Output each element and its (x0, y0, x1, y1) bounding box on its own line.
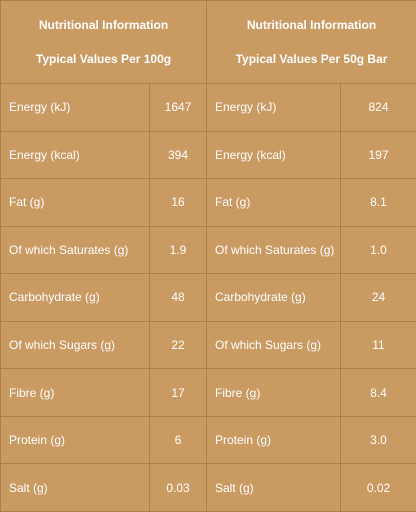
left-label: Fat (g) (1, 179, 150, 227)
table-row (1, 226, 416, 274)
right-header-title: Nutritional Information (246, 18, 377, 33)
right-value: 0.02 (341, 464, 416, 512)
left-value: 1.9 (150, 226, 207, 274)
right-label: Fat (g) (207, 179, 341, 227)
table-row (1, 321, 416, 369)
right-value: 3.0 (341, 416, 416, 464)
left-value: 6 (150, 416, 207, 464)
right-header-subtitle: Typical Values Per 50g Bar (235, 51, 388, 66)
table-row (1, 274, 416, 322)
right-value: 8.1 (341, 179, 416, 227)
table-row (1, 464, 416, 512)
right-value: 11 (341, 321, 416, 369)
left-label: Energy (kcal) (1, 131, 150, 179)
table-row (1, 84, 416, 132)
right-label: Energy (kJ) (207, 84, 341, 132)
right-value: 197 (341, 131, 416, 179)
right-label: Fibre (g) (207, 369, 341, 417)
table-row (1, 416, 416, 464)
right-label: Energy (kcal) (207, 131, 341, 179)
left-label: Energy (kJ) (1, 84, 150, 132)
left-header-title: Nutritional Information (38, 18, 169, 33)
right-value: 24 (341, 274, 416, 322)
left-header-subtitle: Typical Values Per 100g (35, 51, 172, 66)
left-value: 22 (150, 321, 207, 369)
left-value: 17 (150, 369, 207, 417)
right-label: Carbohydrate (g) (207, 274, 341, 322)
left-label: Carbohydrate (g) (1, 274, 150, 322)
right-label: Salt (g) (207, 464, 341, 512)
left-value: 48 (150, 274, 207, 322)
left-label: Protein (g) (1, 416, 150, 464)
left-value: 1647 (150, 84, 207, 132)
right-label: Of which Sugars (g) (207, 321, 341, 369)
right-label: Protein (g) (207, 416, 341, 464)
left-label: Of which Saturates (g) (1, 226, 150, 274)
left-value: 394 (150, 131, 207, 179)
right-header (207, 1, 416, 84)
left-value: 16 (150, 179, 207, 227)
header-row (1, 1, 416, 84)
right-value: 1.0 (341, 226, 416, 274)
right-value: 8.4 (341, 369, 416, 417)
table-row (1, 131, 416, 179)
left-label: Of which Sugars (g) (1, 321, 150, 369)
left-header (1, 1, 207, 84)
left-value: 0.03 (150, 464, 207, 512)
table-row (1, 369, 416, 417)
right-value: 824 (341, 84, 416, 132)
left-label: Salt (g) (1, 464, 150, 512)
left-label: Fibre (g) (1, 369, 150, 417)
table-row (1, 179, 416, 227)
right-label: Of which Saturates (g) (207, 226, 341, 274)
